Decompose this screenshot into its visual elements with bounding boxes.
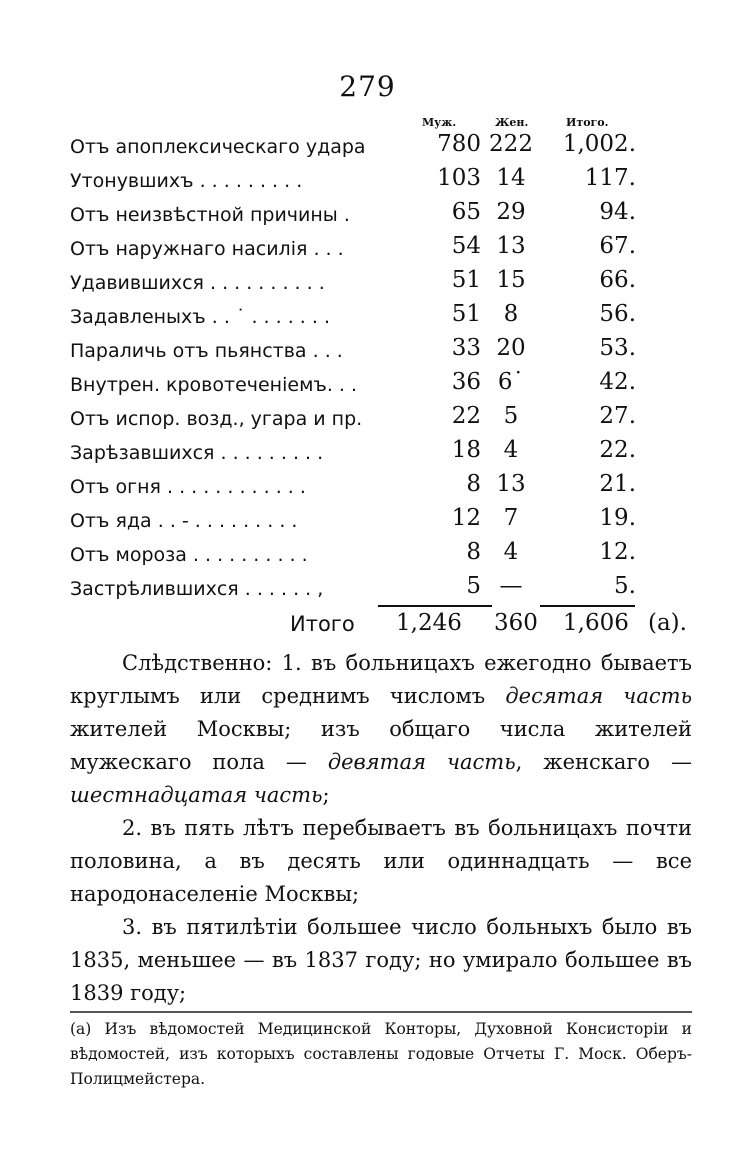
paragraph-2 (70, 812, 692, 911)
row-male: 65 (451, 199, 481, 225)
p1-emphasis-3: шестнадцатая часть (70, 783, 323, 807)
table-row (0, 335, 735, 371)
row-female: — (499, 573, 523, 599)
row-label: Отъ мороза . . . . . . . . . . (70, 544, 308, 566)
row-female: 15 (496, 267, 526, 293)
p3-text: 3. въ пятилѣтіи большее число больныхъ было въ 1835, меньшее — въ 1837 году; но умирало большее въ 1839 году; (70, 915, 692, 1005)
table-row (0, 369, 735, 405)
table-row (0, 199, 735, 235)
p1-text-mid: жителей Москвы; изъ общаго числа жителей мужескаго пола — (70, 717, 692, 774)
row-male: 8 (466, 471, 481, 497)
table-row (0, 301, 735, 337)
header-female: Жен. (495, 116, 529, 129)
row-male: 8 (466, 539, 481, 565)
paragraph-3 (70, 911, 692, 1010)
row-female: 7 (503, 505, 519, 531)
total-male: 1,246 (396, 610, 462, 636)
row-male: 51 (451, 267, 481, 293)
paragraph-1 (70, 647, 692, 812)
total-footnote-ref: (а). (648, 610, 687, 636)
row-female: 29 (496, 199, 526, 225)
row-label: Отъ неизвѣстной причины . (70, 204, 350, 226)
row-total: 5. (614, 573, 636, 599)
table-row (0, 403, 735, 439)
row-male: 54 (451, 233, 481, 259)
row-label: Удавившихся . . . . . . . . . . (70, 272, 325, 294)
row-total: 27. (599, 403, 636, 429)
p1-emphasis-1: десятая часть (505, 684, 693, 708)
row-label: Задавленыхъ . . ˙ . . . . . . . (70, 306, 330, 328)
page-number: 279 (339, 70, 396, 103)
table-row (0, 267, 735, 303)
row-label: Утонувшихъ . . . . . . . . . (70, 170, 303, 192)
row-male: 780 (437, 131, 481, 157)
row-label: Отъ наружнаго насилія . . . (70, 238, 344, 260)
row-male: 51 (451, 301, 481, 327)
row-total: 67. (599, 233, 636, 259)
row-total: 21. (599, 471, 636, 497)
table-row (0, 539, 735, 575)
row-total: 56. (599, 301, 636, 327)
total-rule-right (540, 605, 635, 607)
row-label: Внутрен. кровотеченіемъ. . . (70, 374, 358, 396)
p1-text-mid2: , женскаго — (515, 750, 693, 774)
row-label: Отъ огня . . . . . . . . . . . . (70, 476, 306, 498)
row-female: 4 (503, 437, 519, 463)
table-row (0, 131, 735, 167)
table-row (0, 573, 735, 609)
row-female: 14 (496, 165, 526, 191)
p1-emphasis-2: девятая часть (327, 750, 516, 774)
row-total: 66. (599, 267, 636, 293)
table-row (0, 233, 735, 269)
row-male: 36 (451, 369, 481, 395)
row-male: 22 (451, 403, 481, 429)
row-male: 103 (437, 165, 481, 191)
row-label: Застрѣлившихся . . . . . . , (70, 578, 324, 600)
row-female: 6˙ (497, 369, 525, 395)
p2-text: 2. въ пять лѣтъ перебываетъ въ больницахъ почти половина, а въ десять или одиннадцать — все народонаселеніе Москвы; (70, 816, 692, 906)
row-male: 12 (451, 505, 481, 531)
row-label: Отъ испор. возд., угара и пр. (70, 408, 363, 430)
table-row (0, 471, 735, 507)
total-total: 1,606 (563, 610, 629, 636)
row-female: 5 (503, 403, 519, 429)
row-total: 12. (599, 539, 636, 565)
row-female: 4 (503, 539, 519, 565)
total-female: 360 (494, 610, 538, 636)
row-label: Отъ апоплексическаго удара (70, 136, 366, 158)
table-row (0, 437, 735, 473)
row-total: 117. (584, 165, 636, 191)
header-total: Итого. (566, 116, 609, 129)
row-female: 222 (489, 131, 533, 157)
p1-text-end: ; (322, 783, 330, 807)
row-female: 8 (503, 301, 519, 327)
total-label: Итого (290, 612, 355, 636)
row-total: 53. (599, 335, 636, 361)
p1-text-start: Слѣдственно: 1. въ больницахъ ежегодно бываетъ круглымъ или среднимъ числомъ (70, 651, 692, 708)
row-total: 42. (599, 369, 636, 395)
row-total: 1,002. (562, 131, 636, 157)
row-male: 5 (466, 573, 481, 599)
total-rule-left (378, 605, 492, 607)
row-female: 13 (496, 233, 526, 259)
footnote: (а) Изъ вѣдомостей Медицинской Конторы, Духовной Консисторіи и вѣдомостей, изъ которыхъ составлены годовые Отчеты Г. Моск. Оберъ-Полицмейстера. (70, 1011, 692, 1092)
table-row (0, 165, 735, 201)
row-label: Зарѣзавшихся . . . . . . . . . (70, 442, 324, 464)
header-male: Муж. (422, 116, 457, 129)
row-male: 33 (451, 335, 481, 361)
row-label: Параличь отъ пьянства . . . (70, 340, 343, 362)
table-row (0, 505, 735, 541)
row-female: 20 (496, 335, 526, 361)
totals-row (0, 606, 735, 642)
row-male: 18 (451, 437, 481, 463)
row-total: 22. (599, 437, 636, 463)
row-female: 13 (496, 471, 526, 497)
row-label: Отъ яда . . - . . . . . . . . . (70, 510, 298, 532)
row-total: 94. (599, 199, 636, 225)
row-total: 19. (599, 505, 636, 531)
